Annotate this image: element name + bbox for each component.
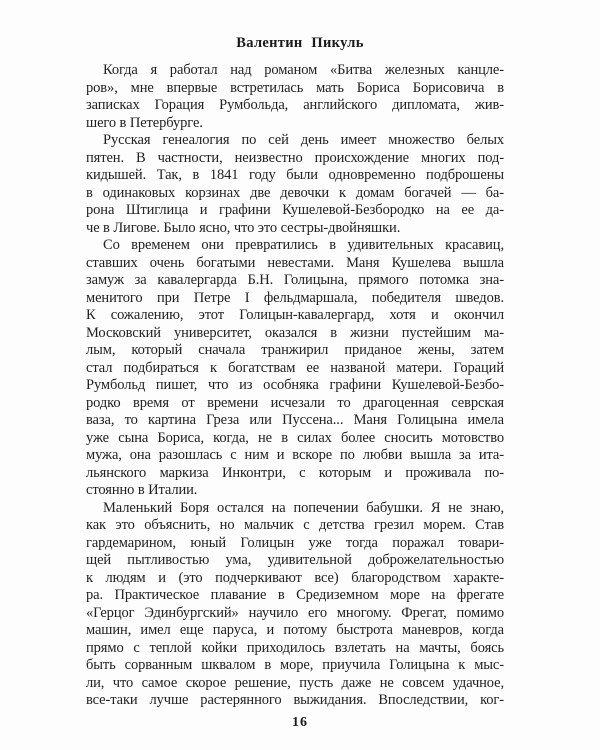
- text-line: че в Лигове. Было ясно, что это сестры-двойняшки.: [86, 219, 401, 236]
- text-line: льянского маркиза Инконтри, с которым и проживала по-: [86, 464, 504, 481]
- paragraph: [86, 237, 504, 500]
- text-line: машин, имел еще паруса, и потому быстрота маневров, когда: [86, 622, 504, 638]
- text-line: замуж за кавалергарда Б.Н. Голицына, прямого потомка зна-: [86, 272, 504, 288]
- text-line: быть сорванным шквалом в море, приучила Голицына к мыс-: [86, 657, 504, 673]
- text-line: щей пытливостью ума, удивительной доброжелательностью: [86, 552, 504, 568]
- text-line: ставших очень богатыми невестами. Маня Кушелева вышла: [86, 254, 504, 271]
- text-line: шего в Петербурге.: [86, 114, 203, 131]
- paragraph: [86, 500, 504, 710]
- text-line: «Герцог Эдинбургский» научило его многому. Фрегат, помимо: [86, 604, 504, 621]
- text-line: рона Штиглица и графини Кушелевой-Безбородко на ее да-: [86, 202, 504, 218]
- text-line: Румбольд пишет, что из особняка графини Кушелевой-Безбо-: [86, 377, 504, 393]
- text-line: лым, который сначала транжирил приданое жены, затем: [86, 342, 504, 358]
- text-line: стал подбираться к богатствам ее названой матери. Гораций: [86, 359, 504, 376]
- text-line: Со временем они превратились в удивительных красавиц,: [103, 237, 504, 253]
- text-line: Маленький Боря остался на попечении бабушки. Я не знаю,: [103, 499, 504, 516]
- text-line: ваза, то картина Греза или Пуссена... Маня Голицына имела: [86, 412, 504, 428]
- running-head-author: Валентин Пикуль: [236, 35, 364, 51]
- text-line: Русская генеалогия по сей день имеет множество белых: [103, 132, 504, 148]
- paragraph: [86, 132, 504, 237]
- text-line: родко время от времени исчезали то драгоценная севрская: [86, 394, 504, 411]
- text-line: стоянно в Италии.: [86, 482, 198, 498]
- text-line: ров», мне впервые встретилась мать Бориса Борисовича в: [86, 79, 504, 96]
- text-line: пятен. В частности, неизвестно происхождение многих под-: [86, 149, 504, 166]
- body-text: [86, 62, 504, 710]
- text-line: Когда я работал над романом «Битва железных канцле-: [103, 62, 504, 78]
- text-line: мужа, она разошлась с ним и вскоре по любви вышла за ита-: [86, 447, 504, 463]
- text-line: кидышей. Так, в 1841 году были одновременно подброшены: [86, 167, 504, 183]
- text-line: записках Горация Румбольда, английского дипломата, жив-: [86, 97, 504, 113]
- text-line: гардемарином, юный Голицын уже тогда поражал товари-: [86, 534, 504, 551]
- text-line: уже сына Бориса, когда, не в силах более сносить мотовство: [86, 429, 504, 446]
- text-line: менитого при Петре I фельдмаршала, победителя шведов.: [86, 289, 504, 306]
- text-line: Московский университет, оказался в жизни пустейшим ма-: [86, 324, 504, 341]
- text-line: к людям и (это подчеркивают все) благородством характе-: [86, 569, 504, 586]
- text-line: в одинаковых корзинах две девочки к домам богачей — ба-: [86, 184, 504, 201]
- page-number: 16: [292, 715, 308, 730]
- paragraph: [86, 62, 504, 132]
- text-line: ли, что самое скорое решение, пусть даже не совсем удачное,: [86, 674, 504, 691]
- text-line: как это объяснить, но мальчик с детства грезил морем. Став: [86, 517, 504, 533]
- text-line: прямо с теплой койки приходилось взлетать на мачты, боясь: [86, 639, 504, 656]
- text-line: все-таки лучше растерянного выжидания. Впоследствии, ког-: [86, 692, 504, 708]
- text-line: ра. Практическое плавание в Средиземном море на фрегате: [86, 587, 504, 603]
- text-line: К сожалению, этот Голицын-кавалергард, хотя и окончил: [86, 307, 504, 323]
